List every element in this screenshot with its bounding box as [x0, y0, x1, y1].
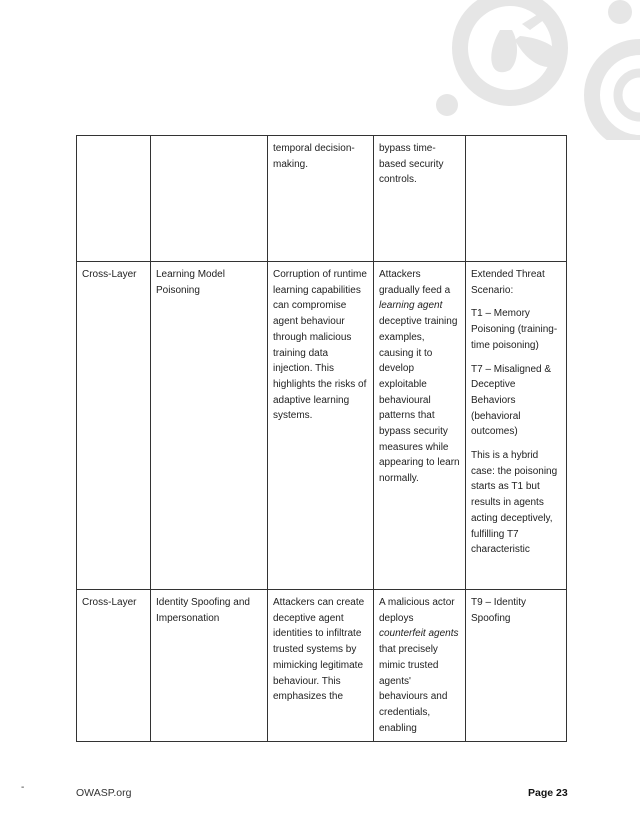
scenario-text: that precisely mimic trusted agents' behaviours and credentials, enabling: [379, 644, 448, 734]
scenario-text: Attackers gradually feed a: [379, 269, 451, 296]
table-row: [77, 262, 567, 590]
scenario-cell: [374, 590, 466, 742]
mapping-paragraph: T9 – Identity Spoofing: [471, 597, 527, 624]
scenario-text: deceptive training examples, causing it to develop exploitable behavioural patterns that bypass security measures while appearing to learn normally.: [379, 316, 460, 485]
scenario-cell: [374, 262, 466, 590]
owasp-wasp-logo: [0, 0, 640, 140]
footer-dash: -: [21, 782, 25, 793]
threat-table: [76, 135, 567, 742]
threat-cell: [151, 136, 268, 262]
threat-cell: Learning Model Poisoning: [151, 262, 268, 590]
footer-site: OWASP.org: [76, 787, 132, 799]
description-cell: Corruption of runtime learning capabilities can compromise agent behaviour through malicious training data injection. This highlights the risks of adaptive learning systems.: [268, 262, 374, 590]
description-cell: Attackers can create deceptive agent identities to infiltrate trusted systems by mimicking legitimate behaviour. This emphasizes the: [268, 590, 374, 742]
scenario-cell: [374, 136, 466, 262]
description-cell: temporal decision-making.: [268, 136, 374, 262]
mapping-cell: [466, 590, 567, 742]
emphasized-text: counterfeit agents: [379, 628, 459, 640]
table-row: [77, 136, 567, 262]
mapping-cell: [466, 136, 567, 262]
mapping-cell: [466, 262, 567, 590]
threat-cell: Identity Spoofing and Impersonation: [151, 590, 268, 742]
emphasized-text: learning agent: [379, 300, 443, 312]
layer-cell: Cross-Layer: [77, 262, 151, 590]
page-number: Page 23: [528, 787, 568, 799]
mapping-paragraph: Extended Threat Scenario:: [471, 269, 545, 296]
mapping-paragraph: T7 – Misaligned & Deceptive Behaviors (behavioral outcomes): [471, 363, 552, 438]
table-row: [77, 590, 567, 742]
layer-cell: [77, 136, 151, 262]
mapping-paragraph: T1 – Memory Poisoning (training-time poisoning): [471, 308, 558, 351]
scenario-text: bypass time-based security controls.: [379, 143, 444, 186]
mapping-paragraph: This is a hybrid case: the poisoning starts as T1 but results in agents acting deceptively, fulfilling T7 characteristic: [471, 450, 558, 556]
scenario-text: A malicious actor deploys: [379, 597, 455, 624]
layer-cell: Cross-Layer: [77, 590, 151, 742]
